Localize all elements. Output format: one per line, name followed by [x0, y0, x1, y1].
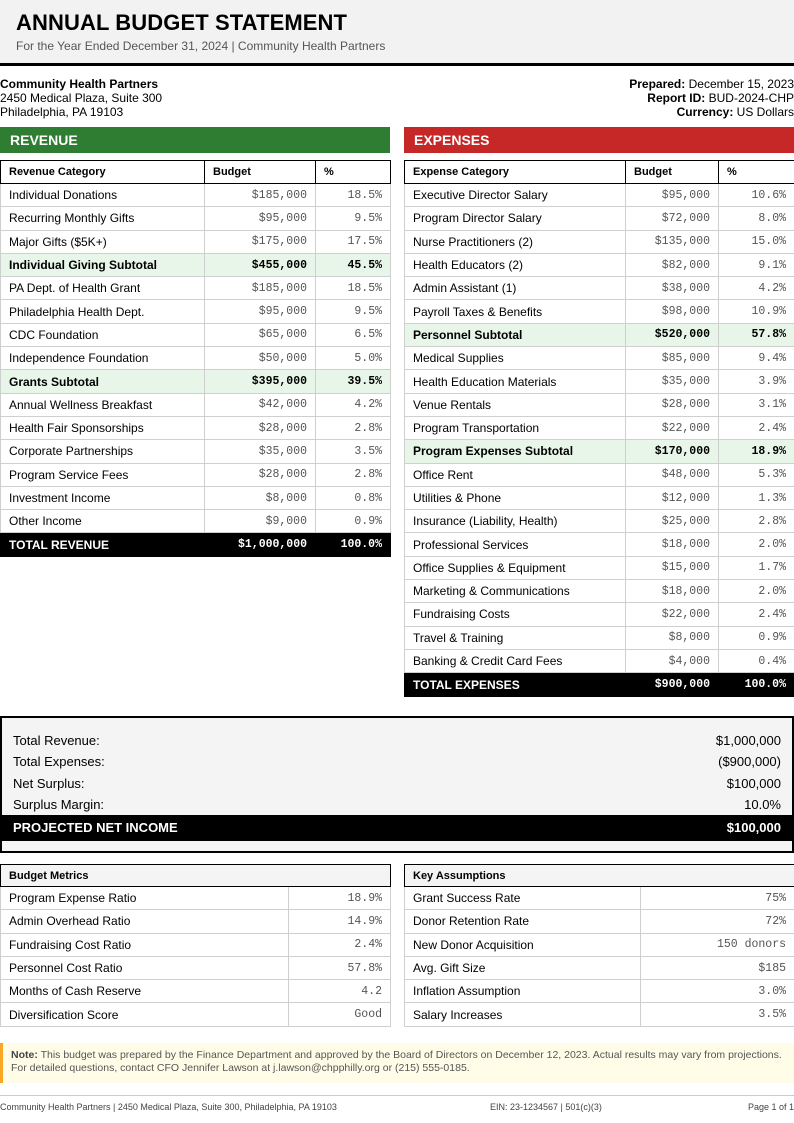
- budget-cell: $185,000: [205, 184, 316, 207]
- table-row: [405, 277, 794, 300]
- value-cell: 3.5%: [641, 1003, 794, 1026]
- table-header-row: [405, 161, 794, 184]
- page-title: ANNUAL BUDGET STATEMENT: [16, 10, 348, 35]
- label-cell: Fundraising Cost Ratio: [1, 933, 289, 956]
- table-row: [1, 910, 391, 933]
- category-cell: Admin Assistant (1): [405, 277, 626, 300]
- net-income-summary: [0, 716, 794, 853]
- column-header-category: Revenue Category: [1, 161, 205, 184]
- summary-row-total-expenses: Total Expenses: ($900,000): [13, 754, 781, 769]
- budget-cell: $22,000: [626, 416, 719, 439]
- table-row: [1, 416, 391, 439]
- budget-cell: $170,000: [626, 440, 719, 463]
- org-name: Community Health Partners: [0, 77, 159, 91]
- label-cell: Inflation Assumption: [405, 980, 641, 1003]
- label-cell: Admin Overhead Ratio: [1, 910, 289, 933]
- value-cell: 4.2: [289, 980, 391, 1003]
- value-cell: 72%: [641, 910, 794, 933]
- revenue-section-header: REVENUE: [0, 127, 390, 153]
- table-row: [405, 230, 794, 253]
- table-row: [1, 300, 391, 323]
- report-id: Report ID: BUD-2024-CHP: [647, 91, 794, 105]
- subtotal-row: [1, 370, 391, 393]
- table-row: [1, 230, 391, 253]
- table-row: [405, 533, 794, 556]
- percent-cell: 0.4%: [719, 649, 794, 672]
- budget-cell: $18,000: [626, 533, 719, 556]
- budget-cell: $12,000: [626, 486, 719, 509]
- budget-cell: $455,000: [205, 253, 316, 276]
- category-cell: Venue Rentals: [405, 393, 626, 416]
- percent-cell: 8.0%: [719, 207, 794, 230]
- value-cell: 57.8%: [289, 956, 391, 979]
- subtotal-row: [1, 253, 391, 276]
- budget-cell: $395,000: [205, 370, 316, 393]
- category-cell: Nurse Practitioners (2): [405, 230, 626, 253]
- category-cell: Banking & Credit Card Fees: [405, 649, 626, 672]
- label-cell: New Donor Acquisition: [405, 933, 641, 956]
- total-row: [1, 533, 391, 557]
- table-row: [405, 980, 794, 1003]
- category-cell: Payroll Taxes & Benefits: [405, 300, 626, 323]
- percent-cell: 4.2%: [316, 393, 391, 416]
- table-row: [405, 933, 794, 956]
- category-cell: TOTAL REVENUE: [1, 533, 205, 557]
- category-cell: Travel & Training: [405, 626, 626, 649]
- budget-cell: $95,000: [205, 300, 316, 323]
- note-text: This budget was prepared by the Finance Department and approved by the Board of Directors on December 12, 2023. Actual results may vary from projections. For detailed questions, contact CFO Jennifer Lawson at j.lawson@chpphilly.org or (215) 555-0185.: [11, 1049, 782, 1074]
- percent-cell: 2.8%: [316, 416, 391, 439]
- table-row: [1, 463, 391, 486]
- budget-cell: $175,000: [205, 230, 316, 253]
- table-row: [1, 393, 391, 416]
- table-row: [405, 556, 794, 579]
- category-cell: Individual Giving Subtotal: [1, 253, 205, 276]
- percent-cell: 10.6%: [719, 184, 794, 207]
- table-row: [405, 486, 794, 509]
- budget-cell: $35,000: [205, 440, 316, 463]
- table-row: [405, 580, 794, 603]
- percent-cell: 2.4%: [719, 603, 794, 626]
- value-cell: 3.0%: [641, 980, 794, 1003]
- expenses-table: [404, 160, 794, 697]
- category-cell: Personnel Subtotal: [405, 323, 626, 346]
- category-cell: Program Expenses Subtotal: [405, 440, 626, 463]
- report-meta: [629, 77, 794, 119]
- currency: Currency: US Dollars: [676, 105, 794, 119]
- category-cell: Insurance (Liability, Health): [405, 510, 626, 533]
- key-assumptions-title: Key Assumptions: [405, 865, 794, 887]
- label-cell: Grant Success Rate: [405, 887, 641, 910]
- percent-cell: 5.0%: [316, 347, 391, 370]
- subtotal-row: [405, 323, 794, 346]
- category-cell: Office Rent: [405, 463, 626, 486]
- expenses-section-header: EXPENSES: [404, 127, 794, 153]
- value-cell: 75%: [641, 887, 794, 910]
- category-cell: Other Income: [1, 510, 205, 533]
- percent-cell: 18.9%: [719, 440, 794, 463]
- category-cell: Independence Foundation: [1, 347, 205, 370]
- percent-cell: 2.8%: [719, 510, 794, 533]
- percent-cell: 57.8%: [719, 323, 794, 346]
- label-cell: Salary Increases: [405, 1003, 641, 1026]
- percent-cell: 9.4%: [719, 347, 794, 370]
- budget-metrics-table: [0, 864, 391, 1027]
- label-cell: Months of Cash Reserve: [1, 980, 289, 1003]
- category-cell: Office Supplies & Equipment: [405, 556, 626, 579]
- budget-cell: $9,000: [205, 510, 316, 533]
- table-row: [405, 603, 794, 626]
- table-row: [405, 393, 794, 416]
- category-cell: Program Director Salary: [405, 207, 626, 230]
- budget-cell: $135,000: [626, 230, 719, 253]
- percent-cell: 45.5%: [316, 253, 391, 276]
- category-cell: Corporate Partnerships: [1, 440, 205, 463]
- category-cell: Utilities & Phone: [405, 486, 626, 509]
- percent-cell: 17.5%: [316, 230, 391, 253]
- total-row: [405, 673, 794, 697]
- category-cell: TOTAL EXPENSES: [405, 673, 626, 697]
- category-cell: Marketing & Communications: [405, 580, 626, 603]
- table-row: [405, 1003, 794, 1026]
- percent-cell: 9.1%: [719, 253, 794, 276]
- table-row: [405, 887, 794, 910]
- budget-cell: $72,000: [626, 207, 719, 230]
- projected-net-income-bar: [2, 815, 792, 841]
- category-cell: Philadelphia Health Dept.: [1, 300, 205, 323]
- budget-cell: $8,000: [626, 626, 719, 649]
- summary-row-surplus-margin: Surplus Margin: 10.0%: [13, 797, 781, 812]
- approval-note: [0, 1043, 794, 1083]
- table-row: [1, 440, 391, 463]
- percent-cell: 10.9%: [719, 300, 794, 323]
- table-row: [1, 980, 391, 1003]
- label-cell: Avg. Gift Size: [405, 956, 641, 979]
- category-cell: Medical Supplies: [405, 347, 626, 370]
- budget-cell: $22,000: [626, 603, 719, 626]
- page-subtitle: For the Year Ended December 31, 2024 | Community Health Partners: [16, 39, 386, 53]
- table-row: [1, 510, 391, 533]
- budget-metrics-title: Budget Metrics: [1, 865, 391, 887]
- table-row: [405, 347, 794, 370]
- budget-cell: $520,000: [626, 323, 719, 346]
- value-cell: 150 donors: [641, 933, 794, 956]
- table-row: [405, 370, 794, 393]
- percent-cell: 39.5%: [316, 370, 391, 393]
- percent-cell: 5.3%: [719, 463, 794, 486]
- percent-cell: 3.5%: [316, 440, 391, 463]
- table-row: [1, 486, 391, 509]
- value-cell: 18.9%: [289, 887, 391, 910]
- org-address-line1: 2450 Medical Plaza, Suite 300: [0, 91, 163, 105]
- category-cell: Professional Services: [405, 533, 626, 556]
- budget-cell: $1,000,000: [205, 533, 316, 557]
- budget-cell: $50,000: [205, 347, 316, 370]
- column-header-budget: Budget: [205, 161, 316, 184]
- category-cell: Executive Director Salary: [405, 184, 626, 207]
- percent-cell: 0.9%: [719, 626, 794, 649]
- document-header: [0, 0, 794, 66]
- category-cell: Fundraising Costs: [405, 603, 626, 626]
- table-row: [1, 323, 391, 346]
- budget-cell: $4,000: [626, 649, 719, 672]
- key-assumptions-table: [404, 864, 794, 1027]
- table-row: [1, 277, 391, 300]
- table-row: [405, 463, 794, 486]
- category-cell: PA Dept. of Health Grant: [1, 277, 205, 300]
- budget-cell: $82,000: [626, 253, 719, 276]
- category-cell: Program Service Fees: [1, 463, 205, 486]
- value-cell: $185: [641, 956, 794, 979]
- table-row: [1, 887, 391, 910]
- percent-cell: 1.7%: [719, 556, 794, 579]
- table-row: [1, 184, 391, 207]
- column-header-category: Expense Category: [405, 161, 626, 184]
- budget-cell: $900,000: [626, 673, 719, 697]
- category-cell: Investment Income: [1, 486, 205, 509]
- percent-cell: 18.5%: [316, 277, 391, 300]
- percent-cell: 2.0%: [719, 533, 794, 556]
- percent-cell: 9.5%: [316, 300, 391, 323]
- label-cell: Personnel Cost Ratio: [1, 956, 289, 979]
- budget-cell: $42,000: [205, 393, 316, 416]
- percent-cell: 3.1%: [719, 393, 794, 416]
- budget-cell: $95,000: [626, 184, 719, 207]
- category-cell: Grants Subtotal: [1, 370, 205, 393]
- table-row: [405, 184, 794, 207]
- budget-cell: $38,000: [626, 277, 719, 300]
- budget-cell: $85,000: [626, 347, 719, 370]
- label-cell: Program Expense Ratio: [1, 887, 289, 910]
- budget-cell: $95,000: [205, 207, 316, 230]
- category-cell: Health Fair Sponsorships: [1, 416, 205, 439]
- percent-cell: 9.5%: [316, 207, 391, 230]
- category-cell: Major Gifts ($5K+): [1, 230, 205, 253]
- table-row: [405, 300, 794, 323]
- table-header-row: [1, 161, 391, 184]
- budget-cell: $65,000: [205, 323, 316, 346]
- summary-row-total-revenue: Total Revenue: $1,000,000: [13, 733, 781, 748]
- percent-cell: 3.9%: [719, 370, 794, 393]
- table-row: [405, 253, 794, 276]
- table-row: [405, 510, 794, 533]
- table-row: [405, 956, 794, 979]
- budget-cell: $98,000: [626, 300, 719, 323]
- percent-cell: 2.8%: [316, 463, 391, 486]
- note-label: Note:: [11, 1049, 38, 1061]
- category-cell: Recurring Monthly Gifts: [1, 207, 205, 230]
- prepared-date: Prepared: December 15, 2023: [629, 77, 794, 91]
- organization-address: [0, 77, 162, 119]
- budget-cell: $28,000: [205, 463, 316, 486]
- subtotal-row: [405, 440, 794, 463]
- footer-ein: EIN: 23-1234567 | 501(c)(3): [490, 1102, 602, 1112]
- value-cell: 14.9%: [289, 910, 391, 933]
- category-cell: Health Education Materials: [405, 370, 626, 393]
- budget-cell: $18,000: [626, 580, 719, 603]
- table-row: [405, 416, 794, 439]
- percent-cell: 15.0%: [719, 230, 794, 253]
- label-cell: Diversification Score: [1, 1003, 289, 1026]
- table-row: [1, 956, 391, 979]
- net-income-label: PROJECTED NET INCOME: [13, 820, 178, 835]
- percent-cell: 1.3%: [719, 486, 794, 509]
- budget-cell: $35,000: [626, 370, 719, 393]
- column-header-budget: Budget: [626, 161, 719, 184]
- category-cell: Individual Donations: [1, 184, 205, 207]
- label-cell: Donor Retention Rate: [405, 910, 641, 933]
- value-cell: 2.4%: [289, 933, 391, 956]
- percent-cell: 100.0%: [316, 533, 391, 557]
- table-row: [405, 649, 794, 672]
- budget-cell: $25,000: [626, 510, 719, 533]
- net-income-value: $100,000: [726, 820, 781, 835]
- percent-cell: 18.5%: [316, 184, 391, 207]
- table-row: [1, 933, 391, 956]
- percent-cell: 6.5%: [316, 323, 391, 346]
- footer-page-number: Page 1 of 1: [747, 1102, 794, 1112]
- budget-cell: $8,000: [205, 486, 316, 509]
- percent-cell: 100.0%: [719, 673, 794, 697]
- revenue-table: [0, 160, 391, 557]
- percent-cell: 0.9%: [316, 510, 391, 533]
- summary-row-net-surplus: Net Surplus: $100,000: [13, 776, 781, 791]
- column-header-percent: %: [316, 161, 391, 184]
- value-cell: Good: [289, 1003, 391, 1026]
- footer-address: Community Health Partners | 2450 Medical Plaza, Suite 300, Philadelphia, PA 19103: [0, 1102, 337, 1112]
- table-row: [1, 1003, 391, 1026]
- percent-cell: 4.2%: [719, 277, 794, 300]
- budget-cell: $185,000: [205, 277, 316, 300]
- table-row: [405, 910, 794, 933]
- org-address-line2: Philadelphia, PA 19103: [0, 105, 124, 119]
- percent-cell: 2.0%: [719, 580, 794, 603]
- budget-cell: $28,000: [626, 393, 719, 416]
- category-cell: Annual Wellness Breakfast: [1, 393, 205, 416]
- budget-cell: $15,000: [626, 556, 719, 579]
- table-row: [405, 626, 794, 649]
- column-header-percent: %: [719, 161, 794, 184]
- table-row: [405, 207, 794, 230]
- page-footer: [0, 1095, 794, 1123]
- table-row: [1, 207, 391, 230]
- category-cell: Health Educators (2): [405, 253, 626, 276]
- budget-cell: $28,000: [205, 416, 316, 439]
- budget-cell: $48,000: [626, 463, 719, 486]
- percent-cell: 0.8%: [316, 486, 391, 509]
- category-cell: CDC Foundation: [1, 323, 205, 346]
- category-cell: Program Transportation: [405, 416, 626, 439]
- percent-cell: 2.4%: [719, 416, 794, 439]
- table-row: [1, 347, 391, 370]
